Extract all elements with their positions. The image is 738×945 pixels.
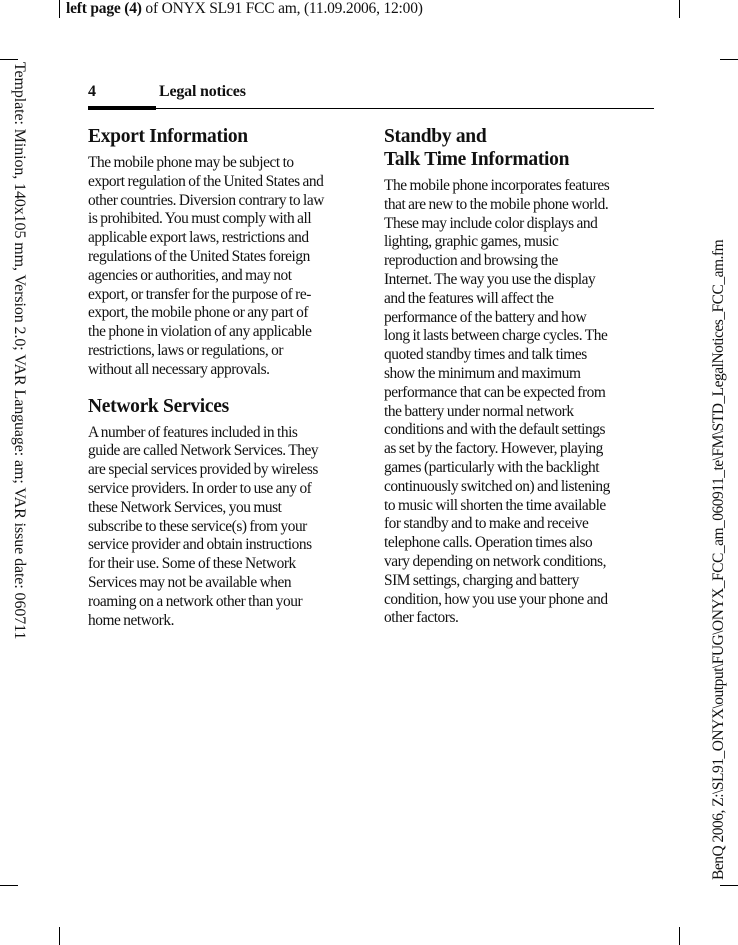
section-title: Legal notices bbox=[159, 83, 246, 100]
crop-mark-left-top bbox=[0, 59, 18, 60]
text-line: games (particularly with the backlight bbox=[384, 458, 600, 476]
text-line: these Network Services, you must bbox=[88, 498, 282, 516]
crop-mark-bottom-left bbox=[59, 927, 60, 945]
text-line: regulations of the United States foreign bbox=[88, 247, 310, 265]
crop-mark-top-right bbox=[679, 0, 680, 18]
right-column bbox=[384, 125, 652, 639]
text-line: lighting, graphic games, music bbox=[384, 233, 559, 251]
template-info-margin bbox=[9, 62, 29, 762]
heading-line: Talk Time Information bbox=[384, 149, 570, 170]
text-line: that are new to the mobile phone world. bbox=[384, 195, 609, 213]
text-line: other countries. Diversion contrary to law bbox=[88, 191, 324, 209]
text-line: The mobile phone may be subject to bbox=[88, 154, 294, 171]
text-line: service provider and obtain instructions bbox=[88, 536, 312, 554]
file-path-text: BenQ 2006, Z:\SL91_ONYX\output\FUG\ONYX_FCC_am_060911_te\FM\STD_LegalNotices_FCC_am.fm bbox=[710, 239, 727, 880]
print-slug bbox=[66, 0, 423, 18]
text-line: export, the mobile phone or any part of bbox=[88, 304, 308, 322]
text-line: export, or transfer for the purpose of re- bbox=[88, 285, 311, 303]
text-line: quoted standby times and talk times bbox=[384, 346, 587, 364]
crop-mark-left-bottom bbox=[0, 885, 18, 886]
text-line: These may include color displays and bbox=[384, 214, 598, 232]
slug-document-info: of ONYX SL91 FCC am, (11.09.2006, 12:00) bbox=[141, 0, 423, 17]
text-line: other factors. bbox=[384, 609, 459, 627]
text-line: guide are called Network Services. They bbox=[88, 442, 319, 460]
export-information-heading: Export Information bbox=[88, 126, 248, 147]
header-rule-accent bbox=[88, 106, 156, 110]
text-line: A number of features included in this bbox=[88, 423, 298, 441]
text-line: reproduction and browsing the bbox=[384, 252, 558, 270]
text-line: vary depending on network conditions, bbox=[384, 552, 606, 570]
text-line: applicable export laws, restrictions and bbox=[88, 229, 309, 247]
network-services-heading: Network Services bbox=[88, 395, 229, 417]
text-line: condition, how you use your phone and bbox=[384, 590, 608, 608]
text-line: Services may not be available when bbox=[88, 573, 292, 591]
text-line: for standby and to make and receive bbox=[384, 515, 589, 533]
export-information-body bbox=[88, 154, 356, 380]
text-line: service providers. In order to use any of bbox=[88, 479, 312, 497]
slug-page-label: left page (4) bbox=[66, 0, 142, 17]
text-line: performance of the battery and how bbox=[384, 308, 587, 326]
text-line: and the features will affect the bbox=[384, 289, 554, 307]
heading-line: Standby and bbox=[384, 126, 487, 147]
text-line: the phone in violation of any applicable bbox=[88, 323, 312, 341]
text-line: continuously switched on) and listening bbox=[384, 477, 610, 495]
text-line: performance that can be expected from bbox=[384, 383, 606, 401]
text-line: subscribe to these service(s) from your bbox=[88, 517, 307, 535]
page-number: 4 bbox=[88, 83, 96, 100]
text-line: roaming on a network other than your bbox=[88, 592, 303, 610]
standby-talk-time-body bbox=[384, 177, 652, 628]
left-column bbox=[88, 125, 356, 641]
crop-mark-right-top bbox=[720, 59, 738, 60]
text-line: as set by the factory. However, playing bbox=[384, 440, 603, 458]
text-line: the battery under normal network bbox=[384, 402, 574, 420]
template-info-text: Template: Minion, 140x105 mm, Version 2.0; VAR Language: am; VAR issue date: 060711 bbox=[11, 62, 28, 640]
file-path-margin bbox=[708, 150, 730, 890]
text-line: show the minimum and maximum bbox=[384, 364, 581, 382]
text-line: home network. bbox=[88, 611, 174, 629]
crop-mark-top-left bbox=[59, 0, 60, 18]
text-line: The mobile phone incorporates features bbox=[384, 177, 610, 194]
text-line: export regulation of the United States and bbox=[88, 172, 324, 190]
text-line: long it lasts between charge cycles. The bbox=[384, 327, 608, 345]
text-line: to music will shorten the time available bbox=[384, 496, 606, 514]
text-line: agencies or authorities, and may not bbox=[88, 266, 292, 284]
running-header bbox=[88, 82, 654, 112]
text-line: are special services provided by wireless bbox=[88, 461, 318, 479]
standby-talk-time-heading bbox=[384, 125, 652, 171]
header-rule bbox=[88, 108, 654, 109]
network-services-body bbox=[88, 424, 356, 631]
text-line: for their use. Some of these Network bbox=[88, 555, 296, 573]
text-line: telephone calls. Operation times also bbox=[384, 534, 593, 552]
text-line: SIM settings, charging and battery bbox=[384, 571, 579, 589]
crop-mark-bottom-right bbox=[679, 927, 680, 945]
text-line: Internet. The way you use the display bbox=[384, 270, 596, 288]
text-line: is prohibited. You must comply with all bbox=[88, 210, 312, 228]
text-line: without all necessary approvals. bbox=[88, 360, 270, 378]
text-line: restrictions, laws or regulations, or bbox=[88, 341, 284, 359]
text-line: conditions and with the default settings bbox=[384, 421, 606, 439]
